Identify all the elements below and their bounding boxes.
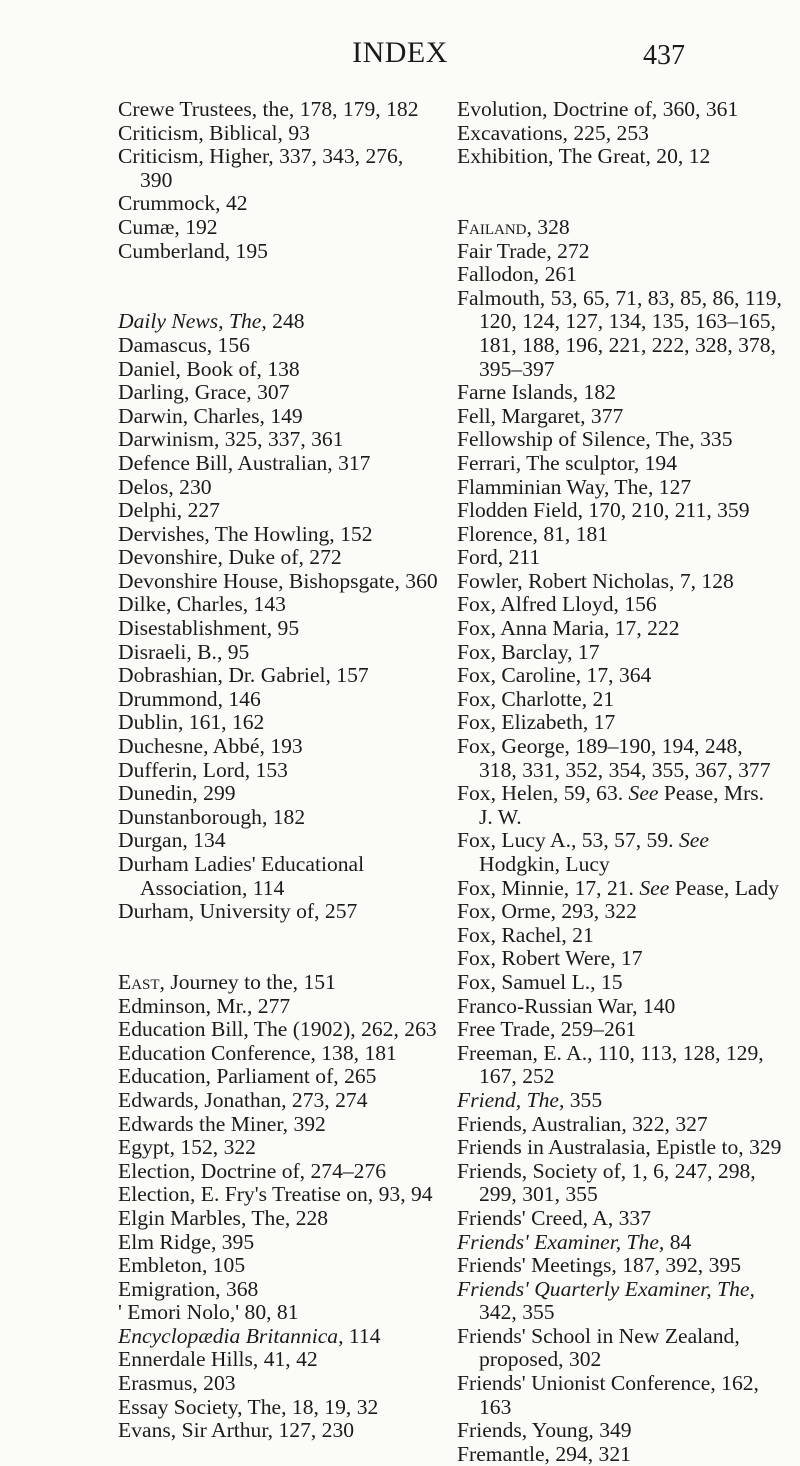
index-entry-text: Fox, Charlotte, 21 [457,686,615,711]
section-gap [118,263,440,310]
index-entry-text: Franco-Russian War, 140 [457,993,676,1018]
index-entry-text: Darwinism, 325, 337, 361 [118,427,344,452]
index-entry-text: Fox, Barclay, 17 [457,639,600,664]
index-entry [118,1348,440,1372]
index-column-right [457,98,783,1466]
index-entry [118,806,440,830]
index-entry [118,1207,440,1231]
index-entry [457,1042,783,1089]
index-entry-text: Cumberland, 195 [118,238,268,263]
index-entry [118,310,440,334]
index-entry [457,782,783,829]
index-entry-text: Edwards the Miner, 392 [118,1111,326,1136]
index-entry-text: Encyclopædia Britannica, [118,1323,344,1348]
index-entry [118,593,440,617]
index-entry [118,617,440,641]
index-entry [457,381,783,405]
index-entry [118,1254,440,1278]
index-entry-text: Drummond, 146 [118,686,261,711]
section-gap [457,169,783,216]
index-entry-text: East, [118,969,165,994]
index-entry [457,570,783,594]
index-entry-text: Evans, Sir Arthur, 127, 230 [118,1418,355,1443]
index-entry [118,216,440,240]
index-entry-text: Dunstanborough, 182 [118,804,306,829]
index-entry [118,688,440,712]
index-entry [457,1254,783,1278]
index-entry [118,664,440,688]
index-entry-text: Durgan, 134 [118,828,226,853]
index-entry-text: Evolution, Doctrine of, 360, 361 [457,97,739,121]
index-entry-text: Flamminian Way, The, 127 [457,474,692,499]
index-entry-text: Failand, [457,214,532,239]
index-entry [118,1160,440,1184]
index-entry [118,1278,440,1302]
index-entry-text: Free Trade, 259–261 [457,1017,637,1042]
index-entry [118,735,440,759]
index-entry-text: Fox, Samuel L., 15 [457,969,623,994]
index-entry-text: Fox, Anna Maria, 17, 222 [457,616,680,641]
index-entry-text: Friends' Examiner, The, [457,1229,665,1254]
index-entry-text: Exhibition, The Great, 20, 12 [457,144,711,169]
index-entry [457,1089,783,1113]
index-entry [118,405,440,429]
index-entry [118,98,440,122]
index-entry-text: See [639,875,670,900]
index-entry [118,1419,440,1443]
index-entry [457,1207,783,1231]
index-entry-text: 248 [266,309,305,334]
index-entry [118,1042,440,1066]
index-entry-text: Fox, Elizabeth, 17 [457,710,616,735]
index-entry [118,1089,440,1113]
index-entry [457,877,783,901]
index-entry-text: Friends in Australasia, Epistle to, 329 [457,1135,782,1160]
index-entry-text: Devonshire House, Bishopsgate, 360 [118,568,438,593]
index-entry-text: Fox, Caroline, 17, 364 [457,663,652,688]
index-entry-text: Fellowship of Silence, The, 335 [457,427,733,452]
index-entry-text: Friends, Australian, 322, 327 [457,1111,708,1136]
index-entry [457,263,783,287]
index-entry [118,759,440,783]
index-entry [118,145,440,192]
index-entry-text: Embleton, 105 [118,1253,246,1278]
index-entry-text: Fox, Lucy A., 53, 57, 59. [457,828,679,853]
index-entry [118,711,440,735]
index-entry [457,405,783,429]
index-entry [118,1113,440,1137]
index-entry [118,641,440,665]
index-entry-text: Farne Islands, 182 [457,380,616,405]
index-entry-text: Dublin, 161, 162 [118,710,265,735]
index-entry-text: Fowler, Robert Nicholas, 7, 128 [457,568,734,593]
index-entry [457,1136,783,1160]
index-entry-text: Election, Doctrine of, 274–276 [118,1158,387,1183]
index-entry [457,995,783,1019]
index-entry-text: See [628,781,659,806]
index-entry [118,900,440,924]
index-entry-text: Dufferin, Lord, 153 [118,757,288,782]
index-entry-text: Daily News, The, [118,309,267,334]
index-entry-text: Friends' Quarterly Examiner, The, [457,1276,755,1301]
index-entry [457,287,783,381]
index-entry [118,1325,440,1349]
index-entry [457,1419,783,1443]
index-entry-text: Erasmus, 203 [118,1371,236,1396]
index-entry-text: Dilke, Charles, 143 [118,592,286,617]
index-entry-text: Friend, The, [457,1087,565,1112]
index-entry [118,240,440,264]
index-entry-text: Fox, George, 189–190, 194, 248, 318, 331, 352, 354, 355, 367, 377 [457,734,771,782]
index-entry [118,829,440,853]
index-entry [457,452,783,476]
index-entry-text: Crummock, 42 [118,191,248,216]
index-entry-text: Damascus, 156 [118,332,250,357]
index-entry-text: Friends, Young, 349 [457,1418,632,1443]
index-entry-text: Fox, Helen, 59, 63. [457,781,629,806]
index-entry-text: Essay Society, The, 18, 19, 32 [118,1394,379,1419]
index-entry [457,829,783,876]
index-entry-text: Friends' Creed, A, 337 [457,1205,652,1230]
index-entry-text: Friends' Unionist Conference, 162, 163 [457,1371,759,1419]
index-entry-text: Fox, Orme, 293, 322 [457,899,637,924]
index-entry-text: Fox, Alfred Lloyd, 156 [457,592,657,617]
index-entry-text: Fremantle, 294, 321 [457,1441,631,1466]
index-entry-text: Darling, Grace, 307 [118,380,290,405]
index-entry [118,122,440,146]
index-entry-text: Durham, University of, 257 [118,899,358,924]
index-entry-text: Durham Ladies' Educational Association, 114 [118,852,365,900]
index-entry [457,499,783,523]
index-entry [118,1136,440,1160]
index-entry [457,641,783,665]
index-entry-text: Falmouth, 53, 65, 71, 83, 85, 86, 119, 120, 124, 127, 134, 135, 163–165, 181, 188, 196, 221, 222, 328, 378, 395–397 [457,285,782,381]
index-entry [457,924,783,948]
index-entry-text: Journey to the, 151 [164,969,336,994]
index-entry [457,1443,783,1466]
index-entry [457,617,783,641]
index-entry [457,476,783,500]
index-entry [118,995,440,1019]
index-entry [457,664,783,688]
index-entry-text: Education Conference, 138, 181 [118,1040,397,1065]
index-entry [118,523,440,547]
index-entry-text: Devonshire, Duke of, 272 [118,545,342,570]
index-entry [457,1231,783,1255]
index-entry [118,381,440,405]
running-head: INDEX [352,36,448,69]
index-entry [118,476,440,500]
index-entry-text: Fair Trade, 272 [457,238,590,263]
index-entry-text: Elgin Marbles, The, 228 [118,1205,329,1230]
index-entry [457,1113,783,1137]
index-entry-text: Duchesne, Abbé, 193 [118,734,303,759]
index-entry [118,499,440,523]
index-entry [457,688,783,712]
index-entry [118,1396,440,1420]
index-entry [118,546,440,570]
index-entry [118,452,440,476]
index-entry-text: See [678,828,709,853]
index-entry-text: Ford, 211 [457,545,541,570]
index-entry-text: Ferrari, The sculptor, 194 [457,450,678,475]
index-entry [118,1231,440,1255]
index-entry [118,1301,440,1325]
index-entry-text: Delphi, 227 [118,498,220,523]
index-entry [457,428,783,452]
index-entry-text: Emigration, 368 [118,1276,259,1301]
index-entry-text: 114 [343,1323,381,1348]
index-entry-text: Daniel, Book of, 138 [118,356,300,381]
index-entry [118,782,440,806]
index-entry [457,711,783,735]
page-number: 437 [643,40,685,71]
index-entry-text: Excavations, 225, 253 [457,120,649,145]
index-entry [457,523,783,547]
index-entry-text: Pease, Lady [669,875,780,900]
index-entry [118,1183,440,1207]
index-entry-text: Defence Bill, Australian, 317 [118,450,371,475]
index-entry-text: Darwin, Charles, 149 [118,403,303,428]
index-entry-text: Florence, 81, 181 [457,521,609,546]
index-entry-text: Dervishes, The Howling, 152 [118,521,373,546]
index-entry [118,192,440,216]
index-entry [118,334,440,358]
index-entry-text: Fox, Robert Were, 17 [457,946,643,971]
index-entry-text: Education Bill, The (1902), 262, 263 [118,1017,437,1042]
index-entry-text: Delos, 230 [118,474,212,499]
index-entry-text: 328 [531,214,570,239]
index-entry-text: Disestablishment, 95 [118,616,300,641]
index-entry [457,1325,783,1372]
index-entry [457,900,783,924]
index-entry-text: Freeman, E. A., 110, 113, 128, 129, 167, 252 [457,1040,764,1089]
index-entry-text: Criticism, Higher, 337, 343, 276, 390 [118,144,404,192]
index-entry [457,1372,783,1419]
index-entry-text: Education, Parliament of, 265 [118,1064,377,1089]
index-entry [118,1065,440,1089]
index-entry-text: Dobrashian, Dr. Gabriel, 157 [118,663,369,688]
index-entry-text: Egypt, 152, 322 [118,1135,256,1160]
index-entry [457,735,783,782]
index-entry-text: Fox, Minnie, 17, 21. [457,875,640,900]
index-entry-text: Cumæ, 192 [118,214,218,239]
index-entry-text: Edminson, Mr., 277 [118,993,291,1018]
index-entry [457,216,783,240]
index-entry [118,971,440,995]
index-entry [118,1018,440,1042]
index-entry-text: Disraeli, B., 95 [118,639,250,664]
index-entry-text: Criticism, Biblical, 93 [118,120,310,145]
index-entry [457,1160,783,1207]
index-entry [118,428,440,452]
index-entry-text: Hodgkin, Lucy [479,852,610,876]
index-entry-text: Fell, Margaret, 377 [457,403,624,428]
index-entry-text: 342, 355 [479,1300,555,1325]
index-entry-text: Fallodon, 261 [457,262,577,287]
index-entry-text: Ennerdale Hills, 41, 42 [118,1347,318,1372]
index-entry-text: Election, E. Fry's Treatise on, 93, 94 [118,1182,433,1207]
index-entry [457,1278,783,1325]
index-entry-text: Pease, Mrs. J. W. [479,781,765,829]
index-entry-text: Crewe Trustees, the, 178, 179, 182 [118,97,419,121]
index-entry-text: 355 [564,1087,603,1112]
index-entry-text: 84 [664,1229,692,1254]
index-entry [457,546,783,570]
index-entry [457,145,783,169]
index-entry [457,122,783,146]
index-entry-text: Friends' Meetings, 187, 392, 395 [457,1253,741,1278]
index-entry [118,358,440,382]
section-gap [118,924,440,971]
index-entry-text: Dunedin, 299 [118,781,236,806]
index-entry-text: Elm Ridge, 395 [118,1229,255,1254]
index-entry-text: Friends' School in New Zealand, proposed, 302 [457,1323,740,1372]
index-entry [457,947,783,971]
index-entry-text: Friends, Society of, 1, 6, 247, 298, 299, 301, 355 [457,1158,756,1207]
index-entry [457,1018,783,1042]
index-column-left [118,98,440,1443]
index-entry [118,1372,440,1396]
index-entry [457,98,783,122]
index-entry [457,593,783,617]
index-entry [118,853,440,900]
index-entry [118,570,440,594]
index-entry-text: Fox, Rachel, 21 [457,922,594,947]
index-entry-text: Edwards, Jonathan, 273, 274 [118,1087,368,1112]
index-entry [457,240,783,264]
index-entry-text: Flodden Field, 170, 210, 211, 359 [457,498,750,523]
index-entry-text: ' Emori Nolo,' 80, 81 [118,1300,299,1325]
index-entry [457,971,783,995]
